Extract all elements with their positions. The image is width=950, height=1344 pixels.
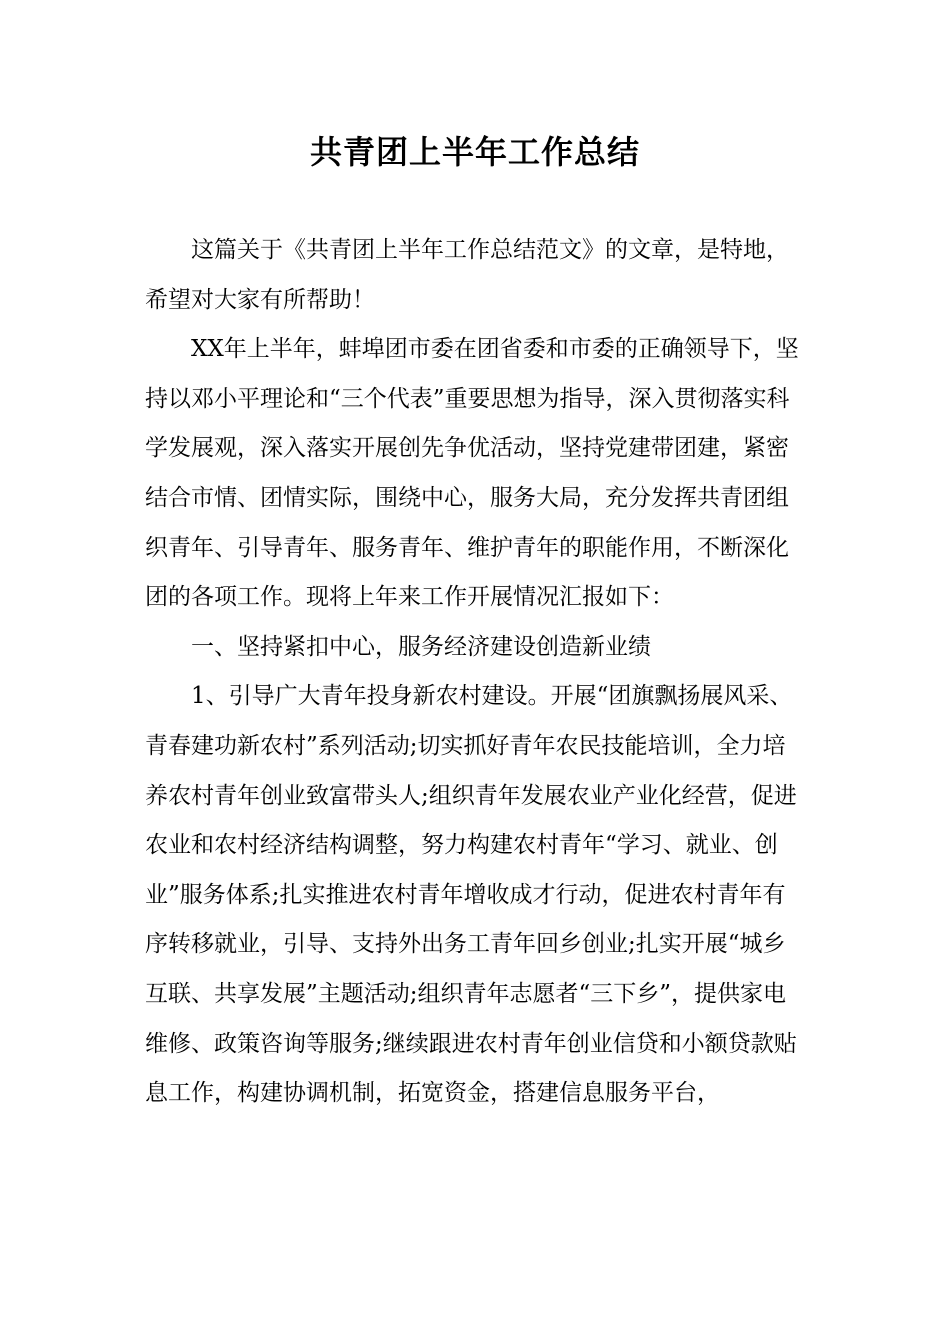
document-body bbox=[145, 226, 805, 1119]
paragraph-overview: XX年上半年，蚌埠团市委在团省委和市委的正确领导下，坚持以邓小平理论和“三个代表”重要思想为指导，深入贯彻落实科学发展观，深入落实开展创先争优活动，坚持党建带团建，紧密结合市情、团情实际，围绕中心，服务大局，充分发挥共青团组织青年、引导青年、服务青年、维护青年的职能作用，不断深化团的各项工作。现将上年来工作开展情况汇报如下： bbox=[145, 336, 799, 611]
section-heading: 一、坚持紧扣中心，服务经济建设创造新业绩 bbox=[191, 633, 651, 660]
paragraph-item-1: 1、引导广大青年投身新农村建设。开展“团旗飘扬展风采、青春建功新农村”系列活动;切实抓好青年农民技能培训，全力培养农村青年创业致富带头人;组织青年发展农业产业化经营，促进农业和农村经济结构调整，努力构建农村青年“学习、就业、创业”服务体系;扎实推进农村青年增收成才行动，促进农村青年有序转移就业，引导、支持外出务工青年回乡创业;扎实开展“城乡互联、共享发展”主题活动;组织青年志愿者“三下乡”，提供家电维修、政策咨询等服务;继续跟进农村青年创业信贷和小额贷款贴息工作，构建协调机制，拓宽资金，搭建信息服务平台， bbox=[145, 683, 797, 1107]
document-title: 共青团上半年工作总结 bbox=[309, 133, 640, 171]
paragraph-intro: 这篇关于《共青团上半年工作总结范文》的文章，是特地，希望对大家有所帮助！ bbox=[145, 237, 789, 313]
